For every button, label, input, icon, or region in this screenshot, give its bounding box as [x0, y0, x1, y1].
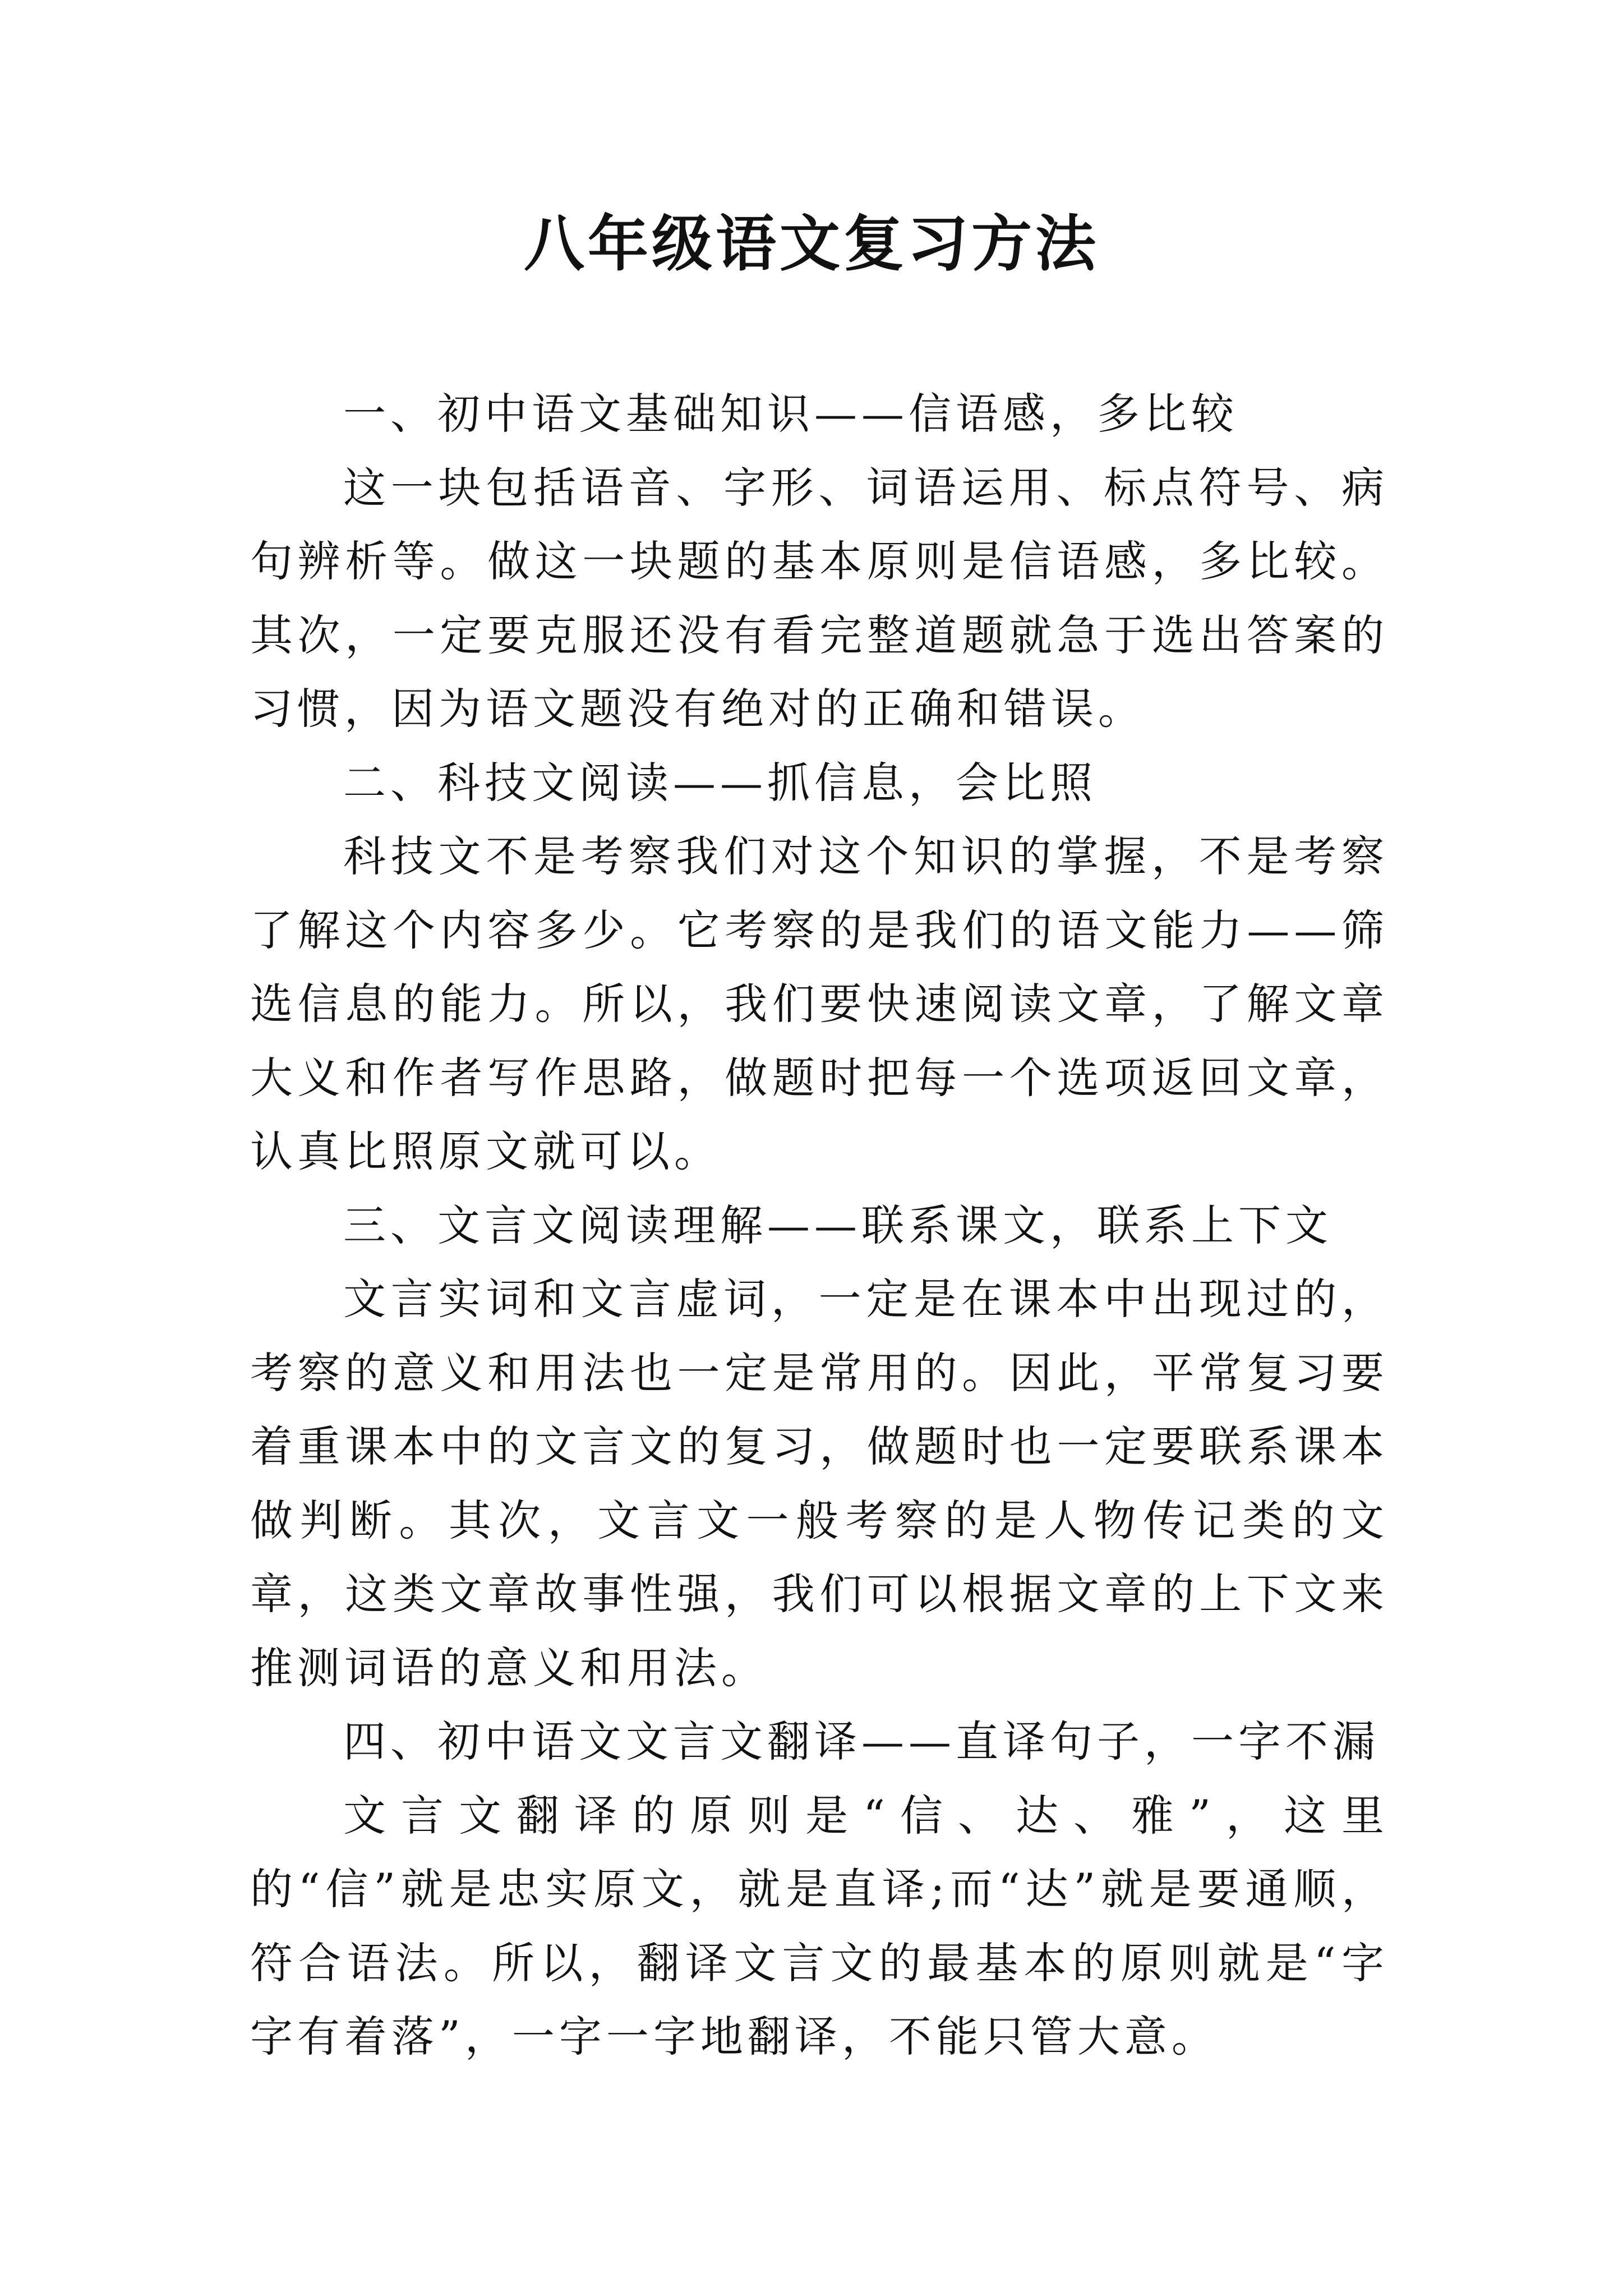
section-paragraph-2: 科技文不是考察我们对这个知识的掌握，不是考察了解这个内容多少。它考察的是我们的语文能力——筛选信息的能力。所以，我们要快速阅读文章，了解文章大义和作者写作思路，做题时把每一个选项返回文章，认真比照原文就可以。: [250, 831, 1389, 1176]
document-body: [250, 377, 1389, 2074]
section-paragraph-1: 这一块包括语音、字形、词语运用、标点符号、病句辨析等。做这一块题的基本原则是信语感，多比较。其次，一定要克服还没有看完整道题就急于选出答案的习惯，因为语文题没有绝对的正确和错误。: [250, 462, 1389, 734]
section-paragraph-4: 文言文翻译的原则是“信、达、雅”，这里的“信”就是忠实原文，就是直译;而“达”就是要通顺，符合语法。所以，翻译文言文的最基本的原则就是“字字有着落”，一字一字地翻译，不能只管大意。: [250, 1790, 1389, 2062]
document-title: 八年级语文复习方法: [523, 209, 1099, 279]
section-heading-2: 二、科技文阅读——抓信息，会比照: [343, 757, 1097, 808]
section-paragraph-3: 文言实词和文言虚词，一定是在课本中出现过的，考察的意义和用法也一定是常用的。因此，平常复习要着重课本中的文言文的复习，做题时也一定要联系课本做判断。其次，文言文一般考察的是人物传记类的文章，这类文章故事性强，我们可以根据文章的上下文来推测词语的意义和用法。: [250, 1274, 1389, 1693]
section-heading-3: 三、文言文阅读理解——联系课文，联系上下文: [343, 1200, 1332, 1250]
section-heading-4: 四、初中语文文言文翻译——直译句子，一字不漏: [343, 1717, 1380, 1766]
section-heading-1: 一、初中语文基础知识——信语感，多比较: [343, 389, 1238, 439]
